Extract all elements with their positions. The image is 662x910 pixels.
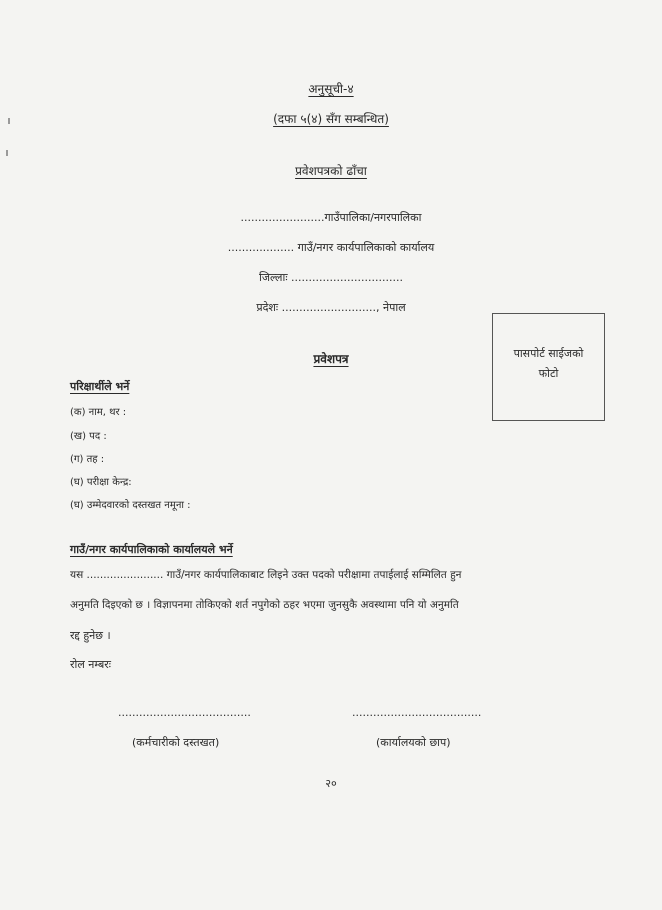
office-paragraph-line1: यस ....................... गाउँ/नगर कार्यपालिकाबाट लिइने उक्त पदको परीक्षामा तपाईलाई सम्मिलित हुन [70,569,462,581]
field-post: (ख) पद : [70,431,107,442]
photo-box-line1: पासपोर्ट साईजको [513,347,584,360]
office-section-heading: गाउँ/नगर कार्यपालिकाको कार्यालयले भर्ने [70,543,233,556]
employee-signature-line: ...................................... [118,706,251,719]
office-stamp-label: (कार्यालयको छाप) [376,736,451,749]
office-stamp-line: ..................................... [352,706,482,719]
field-name: (क) नाम, थर : [70,407,127,418]
field-level: (ग) तह : [70,454,105,465]
municipality-line: ........................गाउँपालिका/नगरपालिका [240,211,422,224]
district-line: जिल्लाः ................................ [259,271,403,284]
scan-mark [6,150,8,156]
office-line: ................... गाउँ/नगर कार्यपालिकाको कार्यालय [227,241,435,254]
candidate-section-heading: परिक्षार्थीले भर्ने [70,380,130,393]
field-exam-center: (घ) परीक्षा केन्द्र: [70,477,132,488]
field-signature-sample: (घ) उम्मेदवारको दस्तखत नमूना : [70,500,191,511]
template-title: प्रवेशपत्रको ढाँचा [295,164,367,178]
office-paragraph-line3: रद्द हुनेछ । [70,629,111,642]
office-paragraph-line2: अनुमति दिइएको छ । विज्ञापनमा तोकिएको शर्त नपुगेको ठहर भएमा जुनसुकै अवस्थामा पनि यो अनुमति [70,599,459,611]
photo-box-line2: फोटो [538,367,559,380]
page-number: २० [325,777,337,790]
employee-signature-label: (कर्मचारीको दस्तखत) [132,736,220,749]
admit-card-title: प्रवेशपत्र [313,352,349,366]
province-line: प्रदेशः ..........................., नेपाल [256,301,406,314]
photo-box [492,313,605,421]
schedule-title: अनुसूची-४ [308,82,354,96]
section-reference: (दफा ५(४) सँग सम्बन्धित) [273,112,389,126]
roll-number-label: रोल नम्बरः [70,658,111,671]
